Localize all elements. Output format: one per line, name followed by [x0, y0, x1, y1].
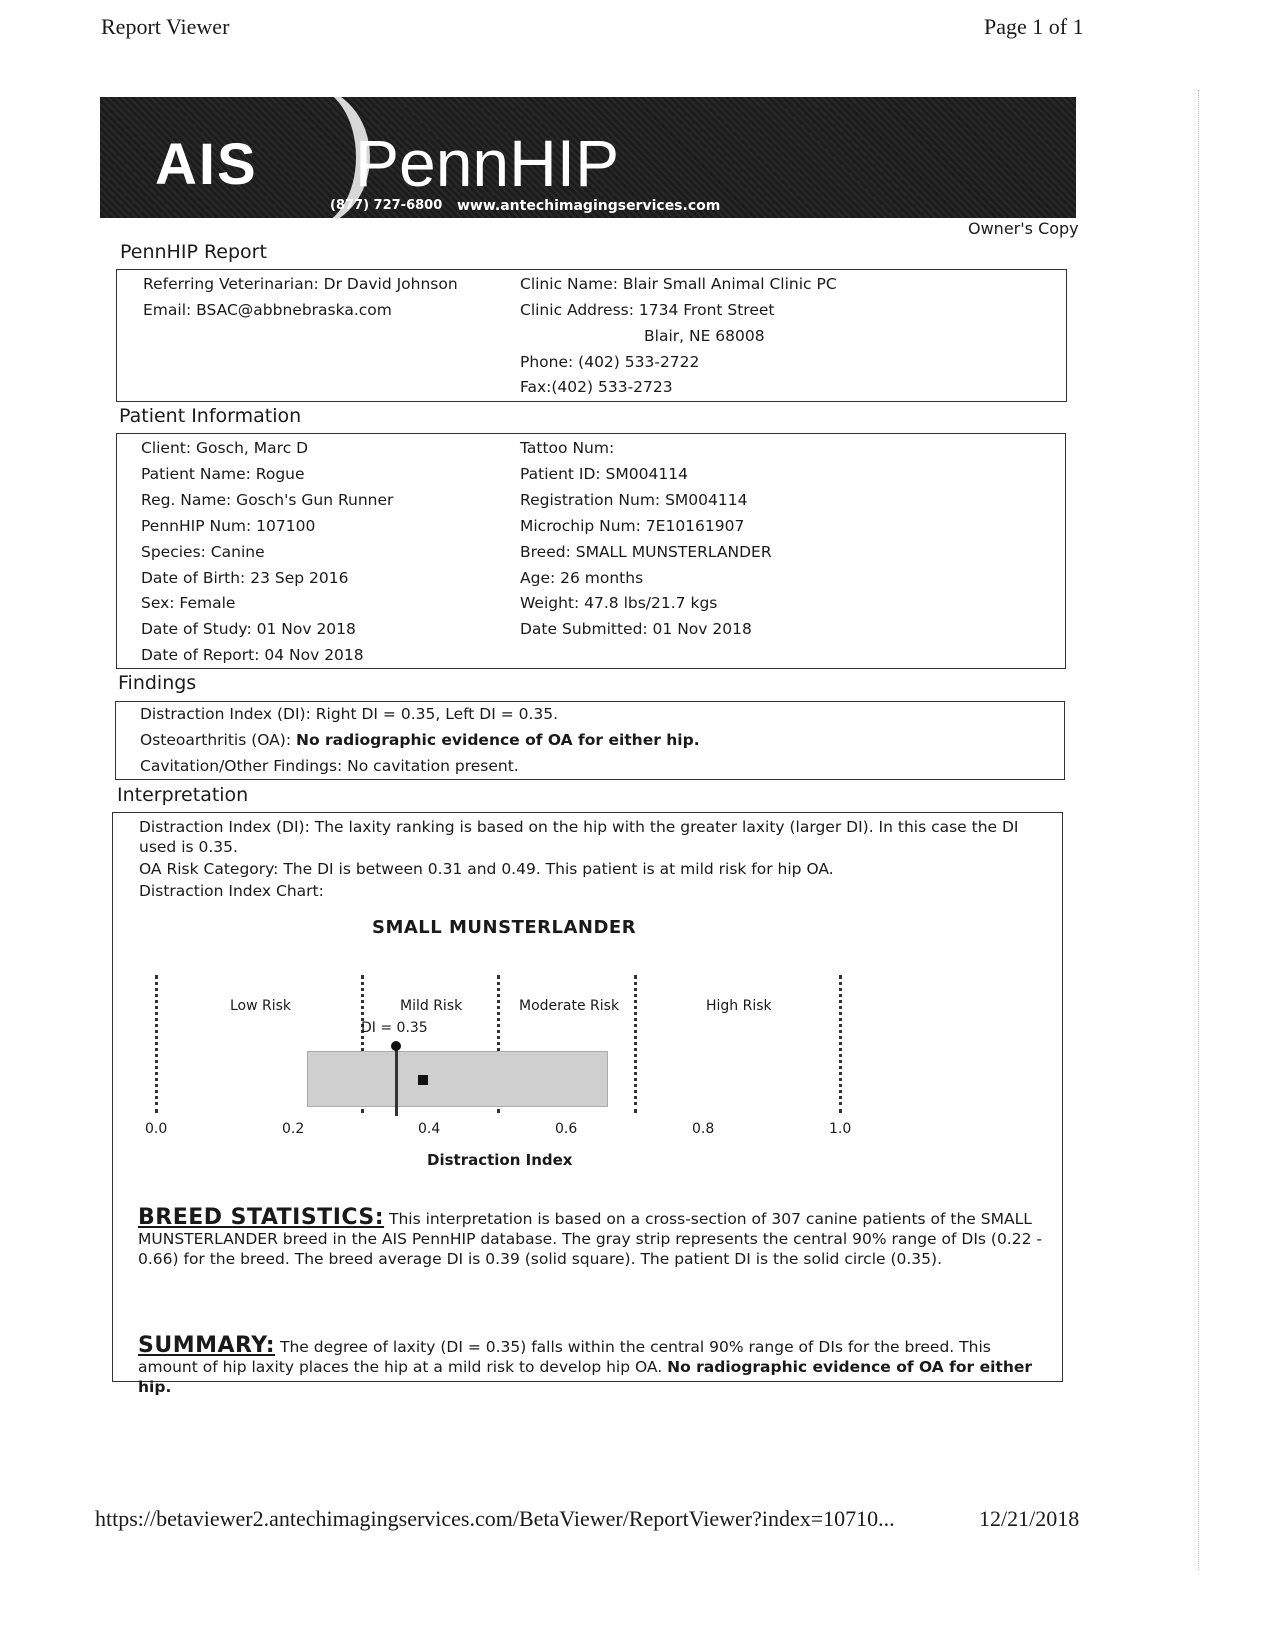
- findings-cavitation: Cavitation/Other Findings: No cavitation present.: [140, 757, 519, 775]
- clinic-phone: Phone: (402) 533-2722: [520, 353, 700, 371]
- patient-field: Date Submitted: 01 Nov 2018: [520, 620, 752, 638]
- patient-di-line: [395, 1046, 398, 1116]
- patient-field: Reg. Name: Gosch's Gun Runner: [141, 491, 394, 509]
- breed-statistics-text: This interpretation is based on a cross-section of 307 canine patients of the SMALL MUNSTERLANDER breed in the AIS PennHIP database. The gray strip represents the central 90% range of DIs (0.22 - 0.66) for the breed. The breed average DI is 0.39 (solid square). The patient DI is the solid circle (0.35).: [138, 1210, 1042, 1268]
- zone-boundary: [839, 975, 842, 1113]
- breed-range-strip: [307, 1051, 608, 1107]
- findings-oa: [140, 731, 700, 749]
- patient-field: PennHIP Num: 107100: [141, 517, 316, 535]
- x-tick-label: 0.8: [692, 1121, 715, 1137]
- interp-di-text: Distraction Index (DI): The laxity ranking is based on the hip with the greater laxity (larger DI). In this case the DI used is 0.35.: [139, 818, 1019, 856]
- interpretation-heading: Interpretation: [117, 784, 249, 806]
- patient-field: Tattoo Num:: [520, 439, 615, 457]
- breed-statistics-label: BREED STATISTICS:: [138, 1205, 385, 1230]
- zone-label-high: High Risk: [706, 998, 772, 1014]
- patient-field: Breed: SMALL MUNSTERLANDER: [520, 543, 772, 561]
- patient-field: Patient Name: Rogue: [141, 465, 305, 483]
- summary-text: The degree of laxity (DI = 0.35) falls within the central 90% range of DIs for the breed. This amount of hip laxity places the hip at a mild risk to develop hip OA.: [138, 1338, 991, 1376]
- patient-field: Species: Canine: [141, 543, 265, 561]
- zone-label-moderate: Moderate Risk: [519, 998, 620, 1014]
- x-tick-label: 0.4: [418, 1121, 441, 1137]
- x-tick-label: 0.0: [145, 1121, 168, 1137]
- logo-ais: AIS: [155, 132, 258, 197]
- patient-field: Registration Num: SM004114: [520, 491, 748, 509]
- findings-heading: Findings: [118, 672, 197, 694]
- x-tick-label: 0.2: [282, 1121, 305, 1137]
- owners-copy-label: Owner's Copy: [968, 219, 1079, 238]
- patient-field: Weight: 47.8 lbs/21.7 kgs: [520, 594, 718, 612]
- findings-box: [115, 701, 1065, 780]
- logo-pennhip: PennHIP: [355, 126, 620, 200]
- patient-field: Client: Gosch, Marc D: [141, 439, 309, 457]
- banner-phone: (877) 727-6800: [330, 198, 443, 213]
- patient-field: Patient ID: SM004114: [520, 465, 688, 483]
- zone-boundary: [155, 975, 158, 1113]
- clinic-name: Clinic Name: Blair Small Animal Clinic PC: [520, 275, 837, 293]
- patient-field: Date of Birth: 23 Sep 2016: [141, 569, 349, 587]
- x-tick-label: 1.0: [829, 1121, 852, 1137]
- pennhip-banner: [100, 97, 1076, 218]
- findings-di: Distraction Index (DI): Right DI = 0.35, Left DI = 0.35.: [140, 705, 559, 723]
- report-box: [116, 269, 1067, 402]
- zone-label-mild: Mild Risk: [400, 998, 463, 1014]
- email: Email: BSAC@abbnebraska.com: [143, 301, 392, 319]
- patient-field: Age: 26 months: [520, 569, 644, 587]
- report-heading: PennHIP Report: [120, 241, 267, 263]
- patient-box: [116, 433, 1066, 669]
- patient-di-circle: [391, 1041, 401, 1051]
- breed-average-square: [418, 1075, 428, 1085]
- clinic-city: Blair, NE 68008: [644, 327, 765, 345]
- patient-heading: Patient Information: [119, 405, 302, 427]
- chart-title: SMALL MUNSTERLANDER: [372, 917, 637, 938]
- patient-field: Microchip Num: 7E10161907: [520, 517, 745, 535]
- interp-chart-label: Distraction Index Chart:: [139, 882, 324, 900]
- patient-field: Sex: Female: [141, 594, 236, 612]
- page-edge: [1198, 90, 1200, 1570]
- findings-oa-value: No radiographic evidence of OA for either hip.: [296, 731, 700, 749]
- interp-oa-risk: OA Risk Category: The DI is between 0.31 and 0.49. This patient is at mild risk for hip OA.: [139, 860, 834, 878]
- banner-website: www.antechimagingservices.com: [457, 198, 721, 214]
- zone-boundary: [634, 975, 637, 1113]
- summary-label: SUMMARY:: [138, 1333, 276, 1358]
- x-tick-label: 0.6: [555, 1121, 578, 1137]
- page-url: https://betaviewer2.antechimagingservices.com/BetaViewer/ReportViewer?index=10710...: [95, 1506, 895, 1531]
- patient-di-label: DI = 0.35: [361, 1020, 428, 1036]
- patient-field: Date of Report: 04 Nov 2018: [141, 646, 364, 664]
- clinic-fax: Fax:(402) 533-2723: [520, 378, 673, 396]
- findings-oa-label: Osteoarthritis (OA):: [140, 731, 292, 749]
- summary-bold: No radiographic evidence of OA for either hip.: [138, 1358, 1033, 1396]
- page-indicator: Page 1 of 1: [984, 14, 1084, 39]
- clinic-address: Clinic Address: 1734 Front Street: [520, 301, 775, 319]
- x-axis-label: Distraction Index: [427, 1151, 573, 1169]
- print-date: 12/21/2018: [979, 1506, 1080, 1531]
- ref-vet: Referring Veterinarian: Dr David Johnson: [143, 275, 458, 293]
- window-title: Report Viewer: [101, 14, 230, 39]
- summary: [138, 1333, 1053, 1397]
- patient-field: Date of Study: 01 Nov 2018: [141, 620, 356, 638]
- breed-statistics: [138, 1205, 1043, 1269]
- zone-label-low: Low Risk: [230, 998, 292, 1014]
